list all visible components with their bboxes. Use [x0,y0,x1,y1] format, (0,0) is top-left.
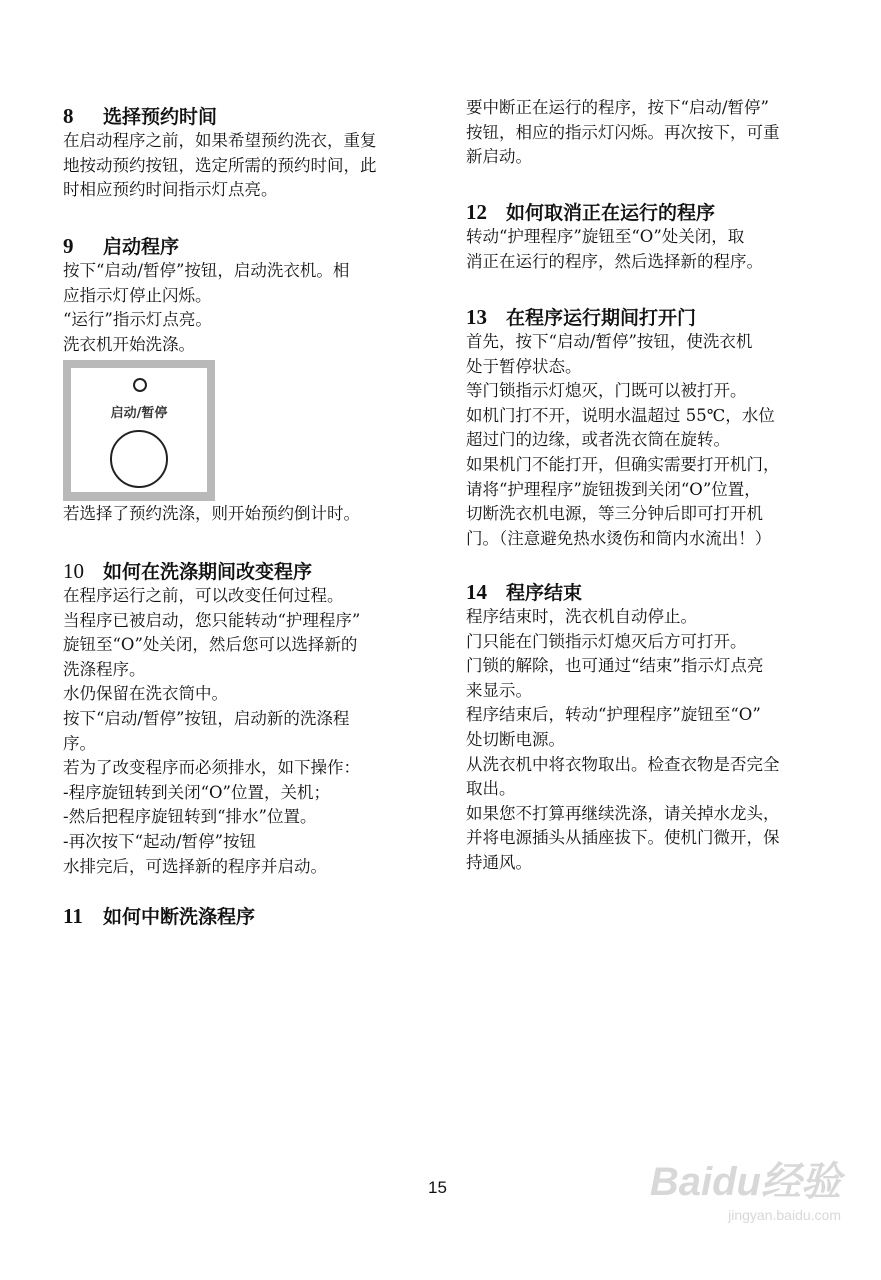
text-block [466,96,826,170]
body-text-line: 如果您不打算再继续洗涤，请关掉水龙头， [466,803,780,823]
body-text-line: 时相应预约时间指示灯点亮。 [63,180,278,200]
watermark-url: jingyan.baidu.com [728,1207,841,1223]
section-10 [63,558,423,879]
body-text-line: 消正在运行的程序，然后选择新的程序。 [466,251,763,271]
section-title: 如何在洗涤期间改变程序 [103,561,313,583]
start-pause-label: 启动/暂停 [110,406,168,421]
section-title: 如何中断洗涤程序 [103,906,256,928]
body-text-line: 转动“护理程序”旋钮至“O”处关闭，取 [466,227,745,246]
body-text-line: 处于暂停状态。 [466,356,582,376]
section-title: 选择预约时间 [103,106,218,128]
body-text-line: 若选择了预约洗涤，则开始预约倒计时。 [63,504,360,523]
body-text-line: 序。 [63,733,96,753]
section-14 [466,579,826,876]
body-text-line: 水排完后，可选择新的程序并启动。 [63,856,327,876]
control-panel-panel [71,368,207,492]
body-text-line: 按下“启动/暂停”按钮，启动新的洗涤程 [63,708,350,728]
section-heading [63,558,423,584]
section-number: 9 [63,234,74,258]
section-9 [63,233,423,357]
body-text-line: “运行”指示灯点亮。 [63,310,212,330]
round-button-icon [110,430,168,488]
section-13 [466,304,826,551]
body-text-line: 新启动。 [466,147,532,167]
body-text-line: 门只能在门锁指示灯熄灭后方可打开。 [466,631,747,651]
body-text-line: 超过门的边缘，或者洗衣筒在旋转。 [466,430,730,450]
body-text-line: 如机门打不开，说明水温超过 55℃，水位 [466,405,775,425]
section-number: 13 [466,305,487,329]
body-text-line: 按钮，相应的指示灯闪烁。再次按下，可重 [466,122,780,142]
section-12 [466,199,826,274]
indicator-light-icon [133,378,147,392]
section-number: 8 [63,104,74,128]
section-title: 在程序运行期间打开门 [506,307,697,329]
section-11 [63,903,423,929]
section-heading [466,579,826,605]
body-text-line: 要中断正在运行的程序，按下“启动/暂停” [466,98,769,117]
body-text-line: 从洗衣机中将衣物取出。检查衣物是否完全 [466,754,780,774]
body-text-line: 等门锁指示灯熄灭，门既可以被打开。 [466,381,747,401]
body-text-line: 程序结束后，转动“护理程序”旋钮至“O” [466,705,761,725]
section-heading [63,233,423,259]
section-heading [466,304,826,330]
body-text-line: 首先，按下“启动/暂停”按钮，使洗衣机 [466,332,753,351]
page-number: 15 [428,1178,447,1197]
body-text-line: 门。（注意避免热水烫伤和筒内水流出！） [466,528,772,548]
body-text-line: -程序旋钮转到关闭“O”位置，关机； [63,782,330,802]
text-block [63,502,423,527]
body-text-line: 处切断电源。 [466,729,565,749]
body-text-line: 在启动程序之前，如果希望预约洗衣，重复 [63,131,377,150]
section-number: 11 [63,904,83,928]
body-text-line: 如果机门不能打开，但确实需要打开机门， [466,454,780,474]
section-title: 启动程序 [103,236,180,258]
section-heading [466,199,826,225]
section-8 [63,103,423,203]
section-heading [63,903,423,929]
body-text-line: 地按动预约按钮，选定所需的预约时间，此 [63,155,377,175]
body-text-line: 若为了改变程序而必须排水，如下操作： [63,758,360,778]
body-text-line: 按下“启动/暂停”按钮，启动洗衣机。相 [63,261,350,280]
body-text-line: 门锁的解除，也可通过“结束”指示灯点亮 [466,656,764,676]
section-title: 如何取消正在运行的程序 [506,202,716,224]
body-text-line: 水仍保留在洗衣筒中。 [63,684,228,704]
section-number: 14 [466,580,487,604]
body-text-line: -然后把程序旋钮转到“排水”位置。 [63,807,317,827]
section-title: 程序结束 [506,582,583,604]
body-text-line: -再次按下“起动/暂停”按钮 [63,831,257,851]
body-text-line: 旋钮至“O”处关闭，然后您可以选择新的 [63,635,358,655]
watermark-logo: Baidu经验 [649,1160,841,1204]
body-text-line: 当程序已被启动，您只能转动“护理程序” [63,610,361,630]
body-text-line: 并将电源插头从插座拔下。使机门微开，保 [466,828,780,848]
section-heading [63,103,423,129]
body-text-line: 取出。 [466,779,516,799]
baidu-watermark [650,1150,841,1223]
body-text-line: 持通风。 [466,852,532,872]
body-text-line: 在程序运行之前，可以改变任何过程。 [63,586,344,605]
body-text-line: 程序结束时，洗衣机自动停止。 [466,607,697,626]
body-text-line: 洗涤程序。 [63,659,146,679]
start-pause-button-illustration [63,360,215,501]
body-text-line: 来显示。 [466,680,532,700]
body-text-line: 切断洗衣机电源，等三分钟后即可打开机 [466,504,763,524]
body-text-line: 请将“护理程序”旋钮拨到关闭“O”位置， [466,479,761,499]
body-text-line: 洗衣机开始洗涤。 [63,334,195,354]
body-text-line: 应指示灯停止闪烁。 [63,285,212,305]
section-number: 10 [63,559,84,583]
section-number: 12 [466,200,487,224]
